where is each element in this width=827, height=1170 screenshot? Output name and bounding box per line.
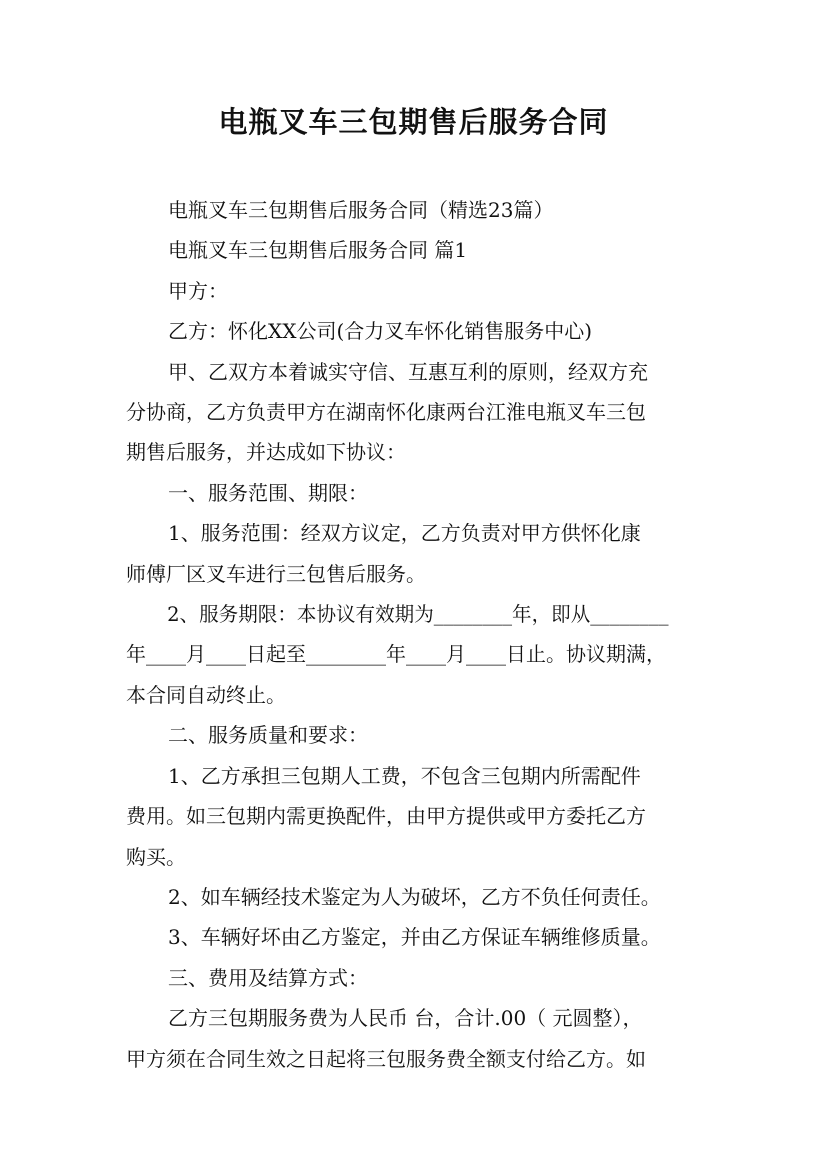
text-line: 期售后服务，并达成如下协议： [126, 440, 406, 465]
text-line: 师傅厂区叉车进行三包售后服务。 [126, 561, 426, 586]
text-line: 年____月____日起至________年____月____日止。协议期满， [126, 642, 666, 667]
document-title: 电瓶叉车三包期售后服务合同 [218, 105, 609, 139]
text-line: 甲方： [168, 278, 228, 303]
text-line: 2、服务期限：本协议有效期为________年，即从________ [167, 602, 669, 627]
text-line: 3、车辆好坏由乙方鉴定，并由乙方保证车辆维修质量。 [168, 925, 661, 950]
text-line: 乙方：怀化XX公司(合力叉车怀化销售服务中心) [168, 319, 593, 344]
text-line: 费用。如三包期内需更换配件，由甲方提供或甲方委托乙方 [126, 804, 646, 829]
text-line: 甲、乙双方本着诚实守信、互惠互利的原则，经双方充 [168, 359, 648, 384]
text-line: 三、费用及结算方式： [168, 965, 368, 990]
document-body [126, 190, 711, 1079]
text-line: 甲方须在合同生效之日起将三包服务费全额支付给乙方。如 [126, 1046, 646, 1071]
text-line: 一、服务范围、期限： [168, 480, 368, 505]
text-line: 1、服务范围：经双方议定，乙方负责对甲方供怀化康 [168, 521, 641, 546]
text-line: 二、服务质量和要求： [168, 723, 368, 748]
text-line: 电瓶叉车三包期售后服务合同（精选23篇） [168, 198, 554, 222]
text-line: 2、如车辆经技术鉴定为人为破坏，乙方不负任何责任。 [168, 884, 661, 909]
text-line: 1、乙方承担三包期人工费，不包含三包期内所需配件 [168, 763, 641, 788]
text-line: 分协商，乙方负责甲方在湖南怀化康两台江淮电瓶叉车三包 [126, 400, 646, 425]
text-line: 本合同自动终止。 [126, 682, 286, 707]
text-line: 电瓶叉车三包期售后服务合同 篇1 [168, 238, 468, 263]
text-line: 购买。 [126, 844, 186, 869]
text-line: 乙方三包期服务费为人民币 台，合计.00（ 元圆整）， [168, 1006, 643, 1031]
